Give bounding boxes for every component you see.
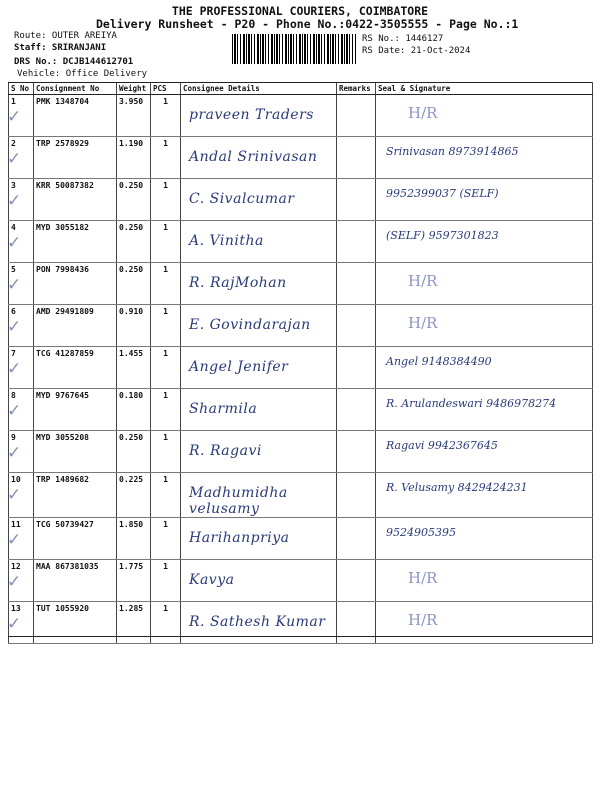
table-row: [9, 95, 593, 137]
row-consignee: [181, 389, 337, 431]
row-consignee: [181, 602, 337, 644]
row-remarks: [337, 179, 376, 221]
row-consignment: TUT 1055920: [34, 602, 117, 644]
company-title: THE PROFESSIONAL COURIERS, COIMBATORE: [171, 4, 429, 18]
row-pcs: 1: [151, 347, 181, 389]
table-row: [9, 473, 593, 518]
table-bottom-border: [8, 636, 592, 637]
row-remarks: [337, 389, 376, 431]
row-sno: 9 ✓: [9, 431, 34, 473]
row-pcs: 1: [151, 602, 181, 644]
row-weight: 1.455: [117, 347, 151, 389]
row-weight: 0.225: [117, 473, 151, 518]
row-remarks: [337, 221, 376, 263]
row-pcs: 1: [151, 95, 181, 137]
check-mark-icon: ✓: [7, 530, 22, 550]
row-consignment: TRP 1489682: [34, 473, 117, 518]
signature-handwriting: (SELF) 9597301823: [386, 229, 499, 242]
row-sno: 2 ✓: [9, 137, 34, 179]
table-row: [9, 179, 593, 221]
signature-handwriting: R. Velusamy 8429424231: [386, 481, 528, 494]
row-pcs: 1: [151, 179, 181, 221]
table-row: [9, 431, 593, 473]
staff-label: Staff: SRIRANJANI: [14, 43, 107, 53]
row-seal: [376, 560, 593, 602]
signature-handwriting: Angel 9148384490: [386, 355, 492, 368]
row-sno: 1 ✓: [9, 95, 34, 137]
check-mark-icon: ✓: [7, 191, 22, 211]
check-mark-icon: ✓: [7, 317, 22, 337]
row-weight: 0.180: [117, 389, 151, 431]
col-pcs: PCS: [151, 83, 181, 95]
row-consignee: [181, 560, 337, 602]
table-row: [9, 347, 593, 389]
row-seal: [376, 221, 593, 263]
row-remarks: [337, 602, 376, 644]
row-remarks: [337, 347, 376, 389]
row-weight: 0.250: [117, 179, 151, 221]
col-seal: Seal & Signature: [376, 83, 593, 95]
check-mark-icon: ✓: [7, 614, 22, 634]
row-pcs: 1: [151, 137, 181, 179]
table-row: [9, 263, 593, 305]
row-seal: [376, 347, 593, 389]
row-remarks: [337, 473, 376, 518]
row-remarks: [337, 518, 376, 560]
consignee-handwriting: R. Ragavi: [189, 443, 262, 459]
table-row: [9, 305, 593, 347]
signature-handwriting: 9952399037 (SELF): [386, 187, 499, 200]
runsheet-subtitle: Delivery Runsheet - P20 - Phone No.:0422-3505555 - Page No.:1: [96, 17, 519, 31]
row-consignment: AMD 29491809: [34, 305, 117, 347]
row-seal: [376, 473, 593, 518]
row-weight: 1.775: [117, 560, 151, 602]
route-label: Route: OUTER AREIYA: [14, 31, 117, 41]
row-sno: 10 ✓: [9, 473, 34, 518]
row-pcs: 1: [151, 305, 181, 347]
row-sno: 3 ✓: [9, 179, 34, 221]
consignee-handwriting: Harihanpriya: [189, 530, 290, 546]
check-mark-icon: ✓: [7, 275, 22, 295]
col-weight: Weight: [117, 83, 151, 95]
drs-label: DRS No.: DCJB144612701: [14, 57, 134, 67]
signature-handwriting: H/R: [408, 272, 438, 290]
consignee-handwriting: Sharmila: [189, 401, 258, 417]
consignee-handwriting: R. RajMohan: [189, 275, 287, 291]
row-pcs: 1: [151, 518, 181, 560]
table-row: [9, 221, 593, 263]
consignee-handwriting: Madhumidha velusamy: [189, 485, 288, 517]
row-sno: 6 ✓: [9, 305, 34, 347]
consignee-handwriting: Angel Jenifer: [189, 359, 289, 375]
table-header-row: [9, 83, 593, 95]
rs-number: RS No.: 1446127: [362, 34, 444, 44]
row-weight: 0.250: [117, 221, 151, 263]
check-mark-icon: ✓: [7, 401, 22, 421]
signature-handwriting: 9524905395: [386, 526, 456, 539]
col-consignment: Consignment No: [34, 83, 117, 95]
row-consignee: [181, 179, 337, 221]
row-seal: [376, 263, 593, 305]
col-sno: S No: [9, 83, 34, 95]
consignee-handwriting: praveen Traders: [189, 107, 314, 123]
rs-date: RS Date: 21-Oct-2024: [362, 46, 471, 56]
row-pcs: 1: [151, 560, 181, 602]
row-remarks: [337, 560, 376, 602]
row-consignment: MYD 3055208: [34, 431, 117, 473]
col-consignee: Consignee Details: [181, 83, 337, 95]
row-consignment: PON 7998436: [34, 263, 117, 305]
row-seal: [376, 305, 593, 347]
table-row: [9, 389, 593, 431]
consignee-handwriting: Kavya: [189, 572, 235, 588]
row-weight: 1.285: [117, 602, 151, 644]
row-sno: 8 ✓: [9, 389, 34, 431]
check-mark-icon: ✓: [7, 233, 22, 253]
signature-handwriting: H/R: [408, 314, 438, 332]
row-seal: [376, 389, 593, 431]
signature-handwriting: H/R: [408, 569, 438, 587]
barcode-image: [232, 34, 356, 64]
row-weight: 3.950: [117, 95, 151, 137]
row-consignee: [181, 305, 337, 347]
row-consignment: TCG 50739427: [34, 518, 117, 560]
row-pcs: 1: [151, 389, 181, 431]
row-seal: [376, 137, 593, 179]
row-consignment: MAA 867381035: [34, 560, 117, 602]
row-consignee: [181, 221, 337, 263]
signature-handwriting: Ragavi 9942367645: [386, 439, 498, 452]
row-sno: 12 ✓: [9, 560, 34, 602]
row-consignee: [181, 473, 337, 518]
row-consignee: [181, 137, 337, 179]
signature-handwriting: H/R: [408, 104, 438, 122]
row-weight: 0.250: [117, 431, 151, 473]
row-weight: 0.910: [117, 305, 151, 347]
row-consignment: KRR 50087382: [34, 179, 117, 221]
row-remarks: [337, 431, 376, 473]
table-row: [9, 137, 593, 179]
row-seal: [376, 602, 593, 644]
runsheet-table: [8, 82, 593, 644]
row-remarks: [337, 305, 376, 347]
check-mark-icon: ✓: [7, 149, 22, 169]
row-sno: 7 ✓: [9, 347, 34, 389]
consignee-handwriting: Andal Srinivasan: [189, 149, 318, 165]
check-mark-icon: ✓: [7, 107, 22, 127]
row-pcs: 1: [151, 431, 181, 473]
row-consignment: PMK 1348704: [34, 95, 117, 137]
row-remarks: [337, 95, 376, 137]
vehicle-label: Vehicle: Office Delivery: [17, 69, 148, 79]
row-pcs: 1: [151, 263, 181, 305]
row-consignee: [181, 95, 337, 137]
table-row: [9, 560, 593, 602]
row-sno: 11 ✓: [9, 518, 34, 560]
row-consignment: MYD 3055182: [34, 221, 117, 263]
row-sno: 13 ✓: [9, 602, 34, 644]
consignee-handwriting: A. Vinitha: [189, 233, 264, 249]
row-seal: [376, 95, 593, 137]
row-pcs: 1: [151, 221, 181, 263]
row-sno: 5 ✓: [9, 263, 34, 305]
row-consignee: [181, 263, 337, 305]
row-pcs: 1: [151, 473, 181, 518]
table-row: [9, 518, 593, 560]
row-consignment: TCG 41287859: [34, 347, 117, 389]
signature-handwriting: Srinivasan 8973914865: [386, 145, 519, 158]
row-weight: 0.250: [117, 263, 151, 305]
signature-handwriting: R. Arulandeswari 9486978274: [386, 397, 557, 410]
table-row: [9, 602, 593, 644]
consignee-handwriting: E. Govindarajan: [189, 317, 311, 333]
row-seal: [376, 179, 593, 221]
row-consignee: [181, 431, 337, 473]
col-remarks: Remarks: [337, 83, 376, 95]
row-consignment: TRP 2578929: [34, 137, 117, 179]
row-seal: [376, 518, 593, 560]
check-mark-icon: ✓: [7, 485, 22, 505]
row-consignee: [181, 518, 337, 560]
check-mark-icon: ✓: [7, 443, 22, 463]
row-consignee: [181, 347, 337, 389]
row-consignment: MYD 9767645: [34, 389, 117, 431]
check-mark-icon: ✓: [7, 572, 22, 592]
row-remarks: [337, 263, 376, 305]
row-remarks: [337, 137, 376, 179]
consignee-handwriting: C. Sivalcumar: [189, 191, 295, 207]
row-weight: 1.190: [117, 137, 151, 179]
signature-handwriting: H/R: [408, 611, 438, 629]
row-seal: [376, 431, 593, 473]
consignee-handwriting: R. Sathesh Kumar: [189, 614, 326, 630]
row-sno: 4 ✓: [9, 221, 34, 263]
check-mark-icon: ✓: [7, 359, 22, 379]
row-weight: 1.850: [117, 518, 151, 560]
